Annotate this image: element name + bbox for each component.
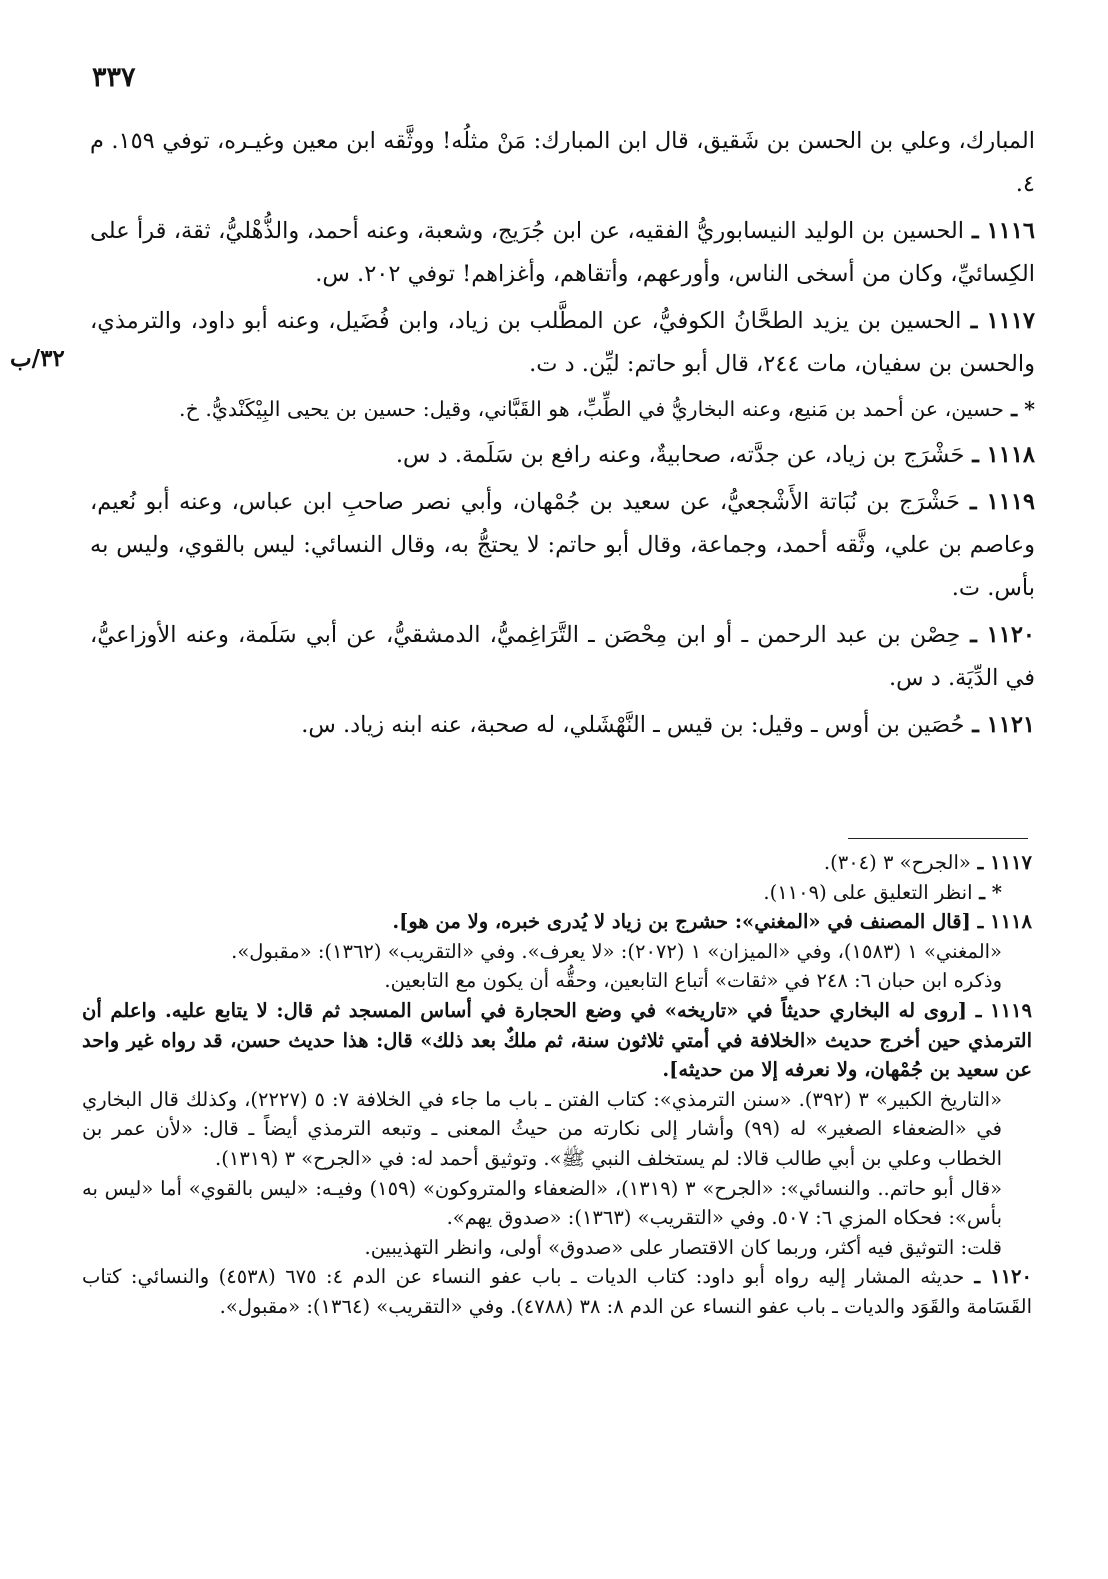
entry-number: ١١١٦ ـ bbox=[963, 218, 1035, 244]
entry-number: ١١١٨ ـ bbox=[964, 442, 1035, 468]
entry-text: الحسين بن الوليد النيسابوريُّ الفقيه، عن ابن جُرَيج، وشعبة، وعنه أحمد، والذُّهْليُّ، ثقة، قرأ على الكِسائيِّ، وكان من أسخى الناس، وأورعهم، وأتقاهم، وأغزاهم! توفي ٢٠٢. س. bbox=[90, 218, 1035, 287]
entry-1121 bbox=[90, 704, 1035, 747]
footnote-1118 bbox=[82, 907, 1032, 937]
footnote-text: حديثه المشار إليه رواه أبو داود: كتاب الديات ـ باب عفو النساء عن الدم ٤: ٦٧٥ (٤٥٣٨) والنسائي: كتاب القَسَامة والقَوَد والديات ـ باب عفو النساء عن الدم ٨: ٣٨ (٤٧٨٨). وفي «التقريب» (١٣٦٤): «مقبول». bbox=[82, 1265, 1032, 1318]
footnote-1118-remark bbox=[82, 966, 1032, 996]
footnote-text: [روى له البخاري حديثاً في «تاريخه» في وضع الحجارة في أساس المسجد ثم قال: لا يتابع عليه. واعلم أن الترمذي حين أخرج حديث «الخلافة في أمتي ثلاثون سنة، ثم ملكٌ بعد ذلك» قال: هذا حديث حسن، قد رواه غير واحد عن سعيد بن جُمْهان، ولا نعرفه إلا من حديثه]. bbox=[82, 998, 1032, 1082]
footnote-text: [قال المصنف في «المغني»: حشرج بن زياد لا يُدرى خبره، ولا من هو]. bbox=[392, 910, 971, 934]
entry-1120 bbox=[90, 614, 1035, 700]
entry-text: حَشْرَج بن نُبَاتة الأَشْجعيُّ، عن سعيد بن جُمْهان، وأبي نصر صاحبِ ابن عباس، وعنه أبو نُعيم، وعاصم بن علي، وثَّقه أحمد، وجماعة، وقال أبو حاتم: لا يحتجُّ به، وقال النسائي: ليس بالقوي، وليس به بأس. ت. bbox=[90, 489, 1035, 601]
footnote-divider bbox=[848, 838, 1028, 839]
entry-continuation bbox=[90, 120, 1035, 206]
page-number: ٣٣٧ bbox=[92, 62, 136, 93]
entry-1116 bbox=[90, 210, 1035, 296]
entry-text: حَشْرَج بن زياد، عن جدَّته، صحابيةٌ، وعنه رافع بن سَلَمة. د س. bbox=[395, 442, 965, 468]
footnote-1118-sources bbox=[82, 937, 1032, 967]
footnote-1119-conclusion bbox=[82, 1233, 1032, 1263]
entry-number: * ـ bbox=[1003, 397, 1035, 421]
footnote-text: انظر التعليق على (١١٠٩). bbox=[763, 880, 973, 904]
entry-number: ١١٢١ ـ bbox=[964, 712, 1035, 738]
entry-number: ١١١٧ ـ bbox=[961, 308, 1036, 334]
footnote-number: * ـ bbox=[972, 880, 1002, 904]
footnote-1117 bbox=[82, 848, 1032, 878]
footnote-text: «الجرح» ٣ (٣٠٤). bbox=[823, 851, 971, 874]
footnote-1120 bbox=[82, 1262, 1032, 1321]
footnote-text: «التاريخ الكبير» ٣ (٣٩٢). «سنن الترمذي»: كتاب الفتن ـ باب ما جاء في الخلافة ٧: ٥ (٢٢٢٧)، وكذلك قال البخاري في «الضعفاء الصغير» له (٩٩) وأشار إلى نكارته من حيثُ المعنى ـ وتبعه الترمذي أيضاً ـ قال: «لأن عمر بن الخطاب وعلي بن أبي طالب قالا: لم يستخلف النبي ﷺ». وتوثيق أحمد له: في «الجرح» ٣ (١٣١٩). bbox=[82, 1087, 1002, 1170]
entry-text: الحسين بن يزيد الطحَّانُ الكوفيُّ، عن المطَّلب بن زياد، وابن فُضَيل، وعنه أبو داود، والترمذي، والحسن بن سفيان، مات ٢٤٤، قال أبو حاتم: ليِّن. د ت. bbox=[90, 308, 1035, 377]
footnote-text: «قال أبو حاتم.. والنسائي»: «الجرح» ٣ (١٣١٩)، «الضعفاء والمتروكون» (١٥٩) وفيـه: «ليس بالقوي» أما «ليس به بأس»: فحكاه المزي ٦: ٥٠٧. وفي «التقريب» (١٣٦٣): «صدوق يهم». bbox=[82, 1176, 1003, 1230]
entry-number: ١١١٩ ـ bbox=[959, 489, 1035, 515]
footnote-1119 bbox=[82, 996, 1032, 1085]
entry-1118 bbox=[90, 434, 1035, 477]
margin-folio-note: ٣٢/ب bbox=[10, 345, 65, 372]
entry-star bbox=[90, 390, 1035, 428]
footnotes bbox=[82, 848, 1032, 1322]
footnote-number: ١١٢٠ ـ bbox=[964, 1265, 1032, 1289]
footnote-star bbox=[82, 878, 1032, 908]
footnote-number: ١١١٧ ـ bbox=[970, 851, 1032, 874]
entry-text: حسين، عن أحمد بن مَنيع، وعنه البخاريُّ في الطِّبِّ، هو القَبَّاني، وقيل: حسين بن يحيى البِيْكَنْديُّ. خ. bbox=[179, 397, 1004, 421]
entry-text: حِصْن بن عبد الرحمن ـ أو ابن مِحْصَن ـ التَّرَاغِميُّ، الدمشقيُّ، عن أبي سَلَمة، وعنه الأوزاعيُّ، في الدِّيَة. د س. bbox=[90, 622, 1035, 691]
footnote-number: ١١١٨ ـ bbox=[970, 910, 1032, 934]
footnote-1119-sources bbox=[82, 1085, 1032, 1174]
footnote-number: ١١١٩ ـ bbox=[967, 998, 1032, 1022]
entry-1119 bbox=[90, 481, 1035, 610]
entry-text: حُصَين بن أوس ـ وقيل: بن قيس ـ النَّهْشَلي، له صحبة، عنه ابنه زياد. س. bbox=[301, 712, 965, 738]
footnote-text: قلت: التوثيق فيه أكثر، وربما كان الاقتصار على «صدوق» أولى، وانظر التهذيبين. bbox=[364, 1235, 1002, 1259]
footnote-text: «المغني» ١ (١٥٨٣)، وفي «الميزان» ١ (٢٠٧٢): «لا يعرف». وفي «التقريب» (١٣٦٢): «مقبول». bbox=[231, 939, 1002, 963]
main-text bbox=[90, 120, 1035, 751]
entry-1117 bbox=[90, 300, 1035, 386]
entry-number: ١١٢٠ ـ bbox=[960, 622, 1035, 648]
footnote-1119-opinions bbox=[82, 1174, 1032, 1233]
entry-text: المبارك، وعلي بن الحسن بن شَقيق، قال ابن المبارك: مَنْ مثلُه! ووثَّقه ابن معين وغيـره، توفي ١٥٩. م ٤. bbox=[90, 128, 1035, 197]
footnote-text: وذكره ابن حبان ٦: ٢٤٨ في «ثقات» أتباع التابعين، وحقُّه أن يكون مع التابعين. bbox=[384, 969, 1002, 993]
